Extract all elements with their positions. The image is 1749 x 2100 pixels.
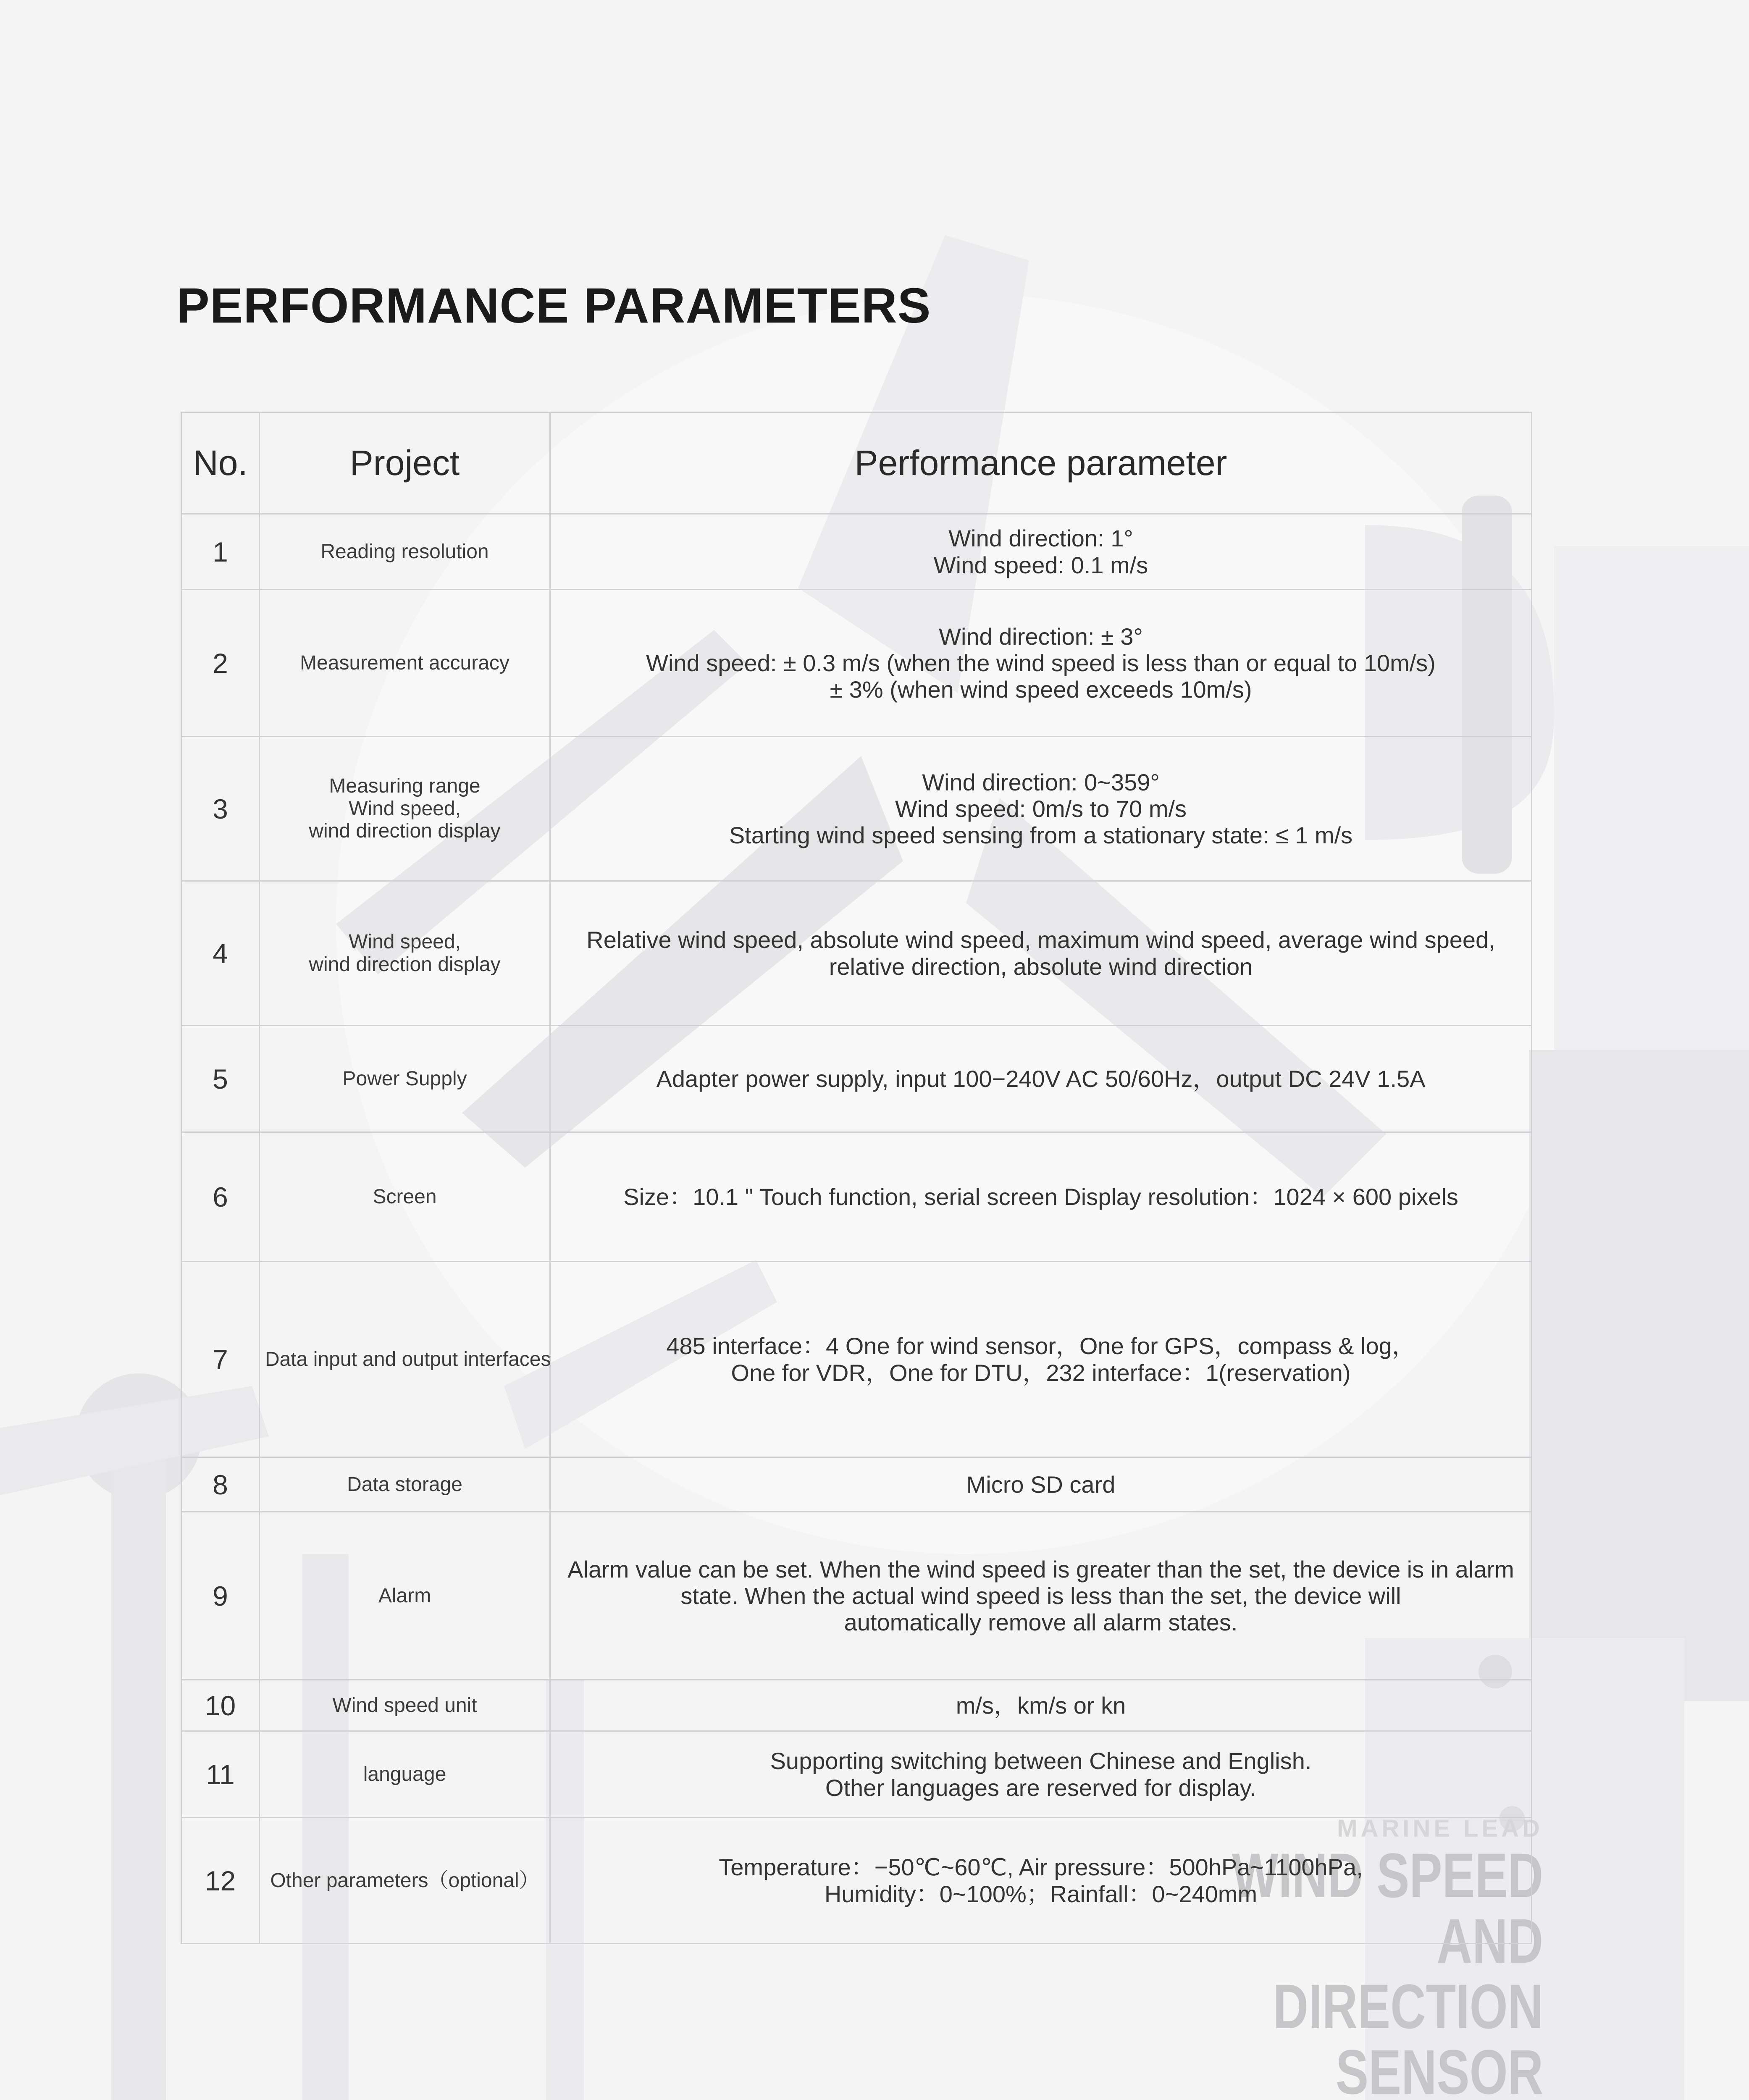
table-row <box>181 1132 1532 1262</box>
row-number: 3 <box>181 737 260 881</box>
row-number: 8 <box>181 1457 260 1512</box>
parameter-cell <box>550 1731 1532 1818</box>
project-line: Data input and output interfaces <box>265 1348 551 1370</box>
project-line: wind direction display <box>309 953 501 976</box>
project-cell <box>260 737 550 881</box>
parameter-line: Wind speed: 0.1 m/s <box>933 551 1148 578</box>
parameter-line: Size：10.1 " Touch function, serial screen Display resolution：1024 × 600 pixels <box>623 1183 1458 1210</box>
parameter-line: m/s，km/s or kn <box>956 1692 1126 1719</box>
project-cell <box>260 1680 550 1731</box>
project-line: wind direction display <box>309 820 501 843</box>
row-number: 10 <box>181 1680 260 1731</box>
parameter-line: Other languages are reserved for display. <box>825 1774 1257 1801</box>
project-cell <box>260 1262 550 1457</box>
row-number: 1 <box>181 514 260 590</box>
parameter-line: One for VDR，One for DTU，232 interface：1(reservation) <box>731 1359 1351 1386</box>
parameter-line: Alarm value can be set. When the wind speed is greater than the set, the device is in alarm <box>567 1556 1514 1583</box>
parameter-line: Wind speed: 0m/s to 70 m/s <box>895 795 1187 822</box>
watermark-brand: MARINE LEAD <box>1337 1815 1543 1842</box>
project-line: language <box>363 1763 446 1785</box>
parameter-cell <box>550 1132 1532 1262</box>
project-cell <box>260 1731 550 1818</box>
project-line: Alarm <box>378 1584 431 1607</box>
table-row <box>181 1680 1532 1731</box>
project-cell <box>260 1457 550 1512</box>
parameter-line: Supporting switching between Chinese and English. <box>770 1748 1312 1774</box>
table-row <box>181 1512 1532 1680</box>
row-number: 2 <box>181 590 260 737</box>
parameter-line: state. When the actual wind speed is less than the set, the device will <box>680 1582 1401 1609</box>
project-cell <box>260 590 550 737</box>
performance-parameters-table <box>181 412 1532 1944</box>
project-line: Reading resolution <box>320 540 489 563</box>
parameter-line: Relative wind speed, absolute wind speed, maximum wind speed, average wind speed, <box>586 927 1495 953</box>
project-line: Screen <box>373 1185 437 1208</box>
watermark-line: DIRECTION <box>1273 1971 1543 2042</box>
parameter-cell <box>550 881 1532 1026</box>
parameter-cell <box>550 1026 1532 1132</box>
project-line: Power Supply <box>342 1067 467 1090</box>
table-row <box>181 881 1532 1026</box>
project-cell <box>260 514 550 590</box>
parameter-line: Wind direction: ± 3° <box>939 623 1143 650</box>
row-number: 5 <box>181 1026 260 1132</box>
project-line: Other parameters（optional） <box>270 1869 539 1892</box>
parameter-line: relative direction, absolute wind direction <box>829 953 1253 980</box>
parameter-line: Humidity：0~100%；Rainfall：0~240mm <box>824 1880 1258 1907</box>
page-title: PERFORMANCE PARAMETERS <box>176 278 931 333</box>
project-cell <box>260 1132 550 1262</box>
table-body <box>181 514 1532 1944</box>
parameter-line: 485 interface：4 One for wind sensor，One for GPS，compass & log， <box>666 1333 1415 1360</box>
project-cell <box>260 881 550 1026</box>
parameter-line: Starting wind speed sensing from a stationary state: ≤ 1 m/s <box>729 822 1353 849</box>
parameter-cell <box>550 1262 1532 1457</box>
parameter-cell <box>550 514 1532 590</box>
project-line: Wind speed, <box>349 797 461 820</box>
table-row <box>181 1262 1532 1457</box>
project-line: Measurement accuracy <box>300 651 509 674</box>
parameter-cell <box>550 1818 1532 1944</box>
table-row <box>181 590 1532 737</box>
table-row <box>181 1026 1532 1132</box>
table-row <box>181 1457 1532 1512</box>
project-line: Wind speed unit <box>332 1694 477 1717</box>
row-number: 4 <box>181 881 260 1026</box>
parameter-line: Wind direction: 1° <box>948 525 1133 552</box>
row-number: 7 <box>181 1262 260 1457</box>
table-row <box>181 737 1532 881</box>
row-number: 12 <box>181 1818 260 1944</box>
project-line: Measuring range <box>329 774 481 797</box>
parameter-line: ± 3% (when wind speed exceeds 10m/s) <box>830 676 1252 703</box>
parameter-line: Adapter power supply, input 100−240V AC 50/60Hz，output DC 24V 1.5A <box>656 1065 1426 1092</box>
parameter-line: Wind speed: ± 0.3 m/s (when the wind speed is less than or equal to 10m/s) <box>646 649 1436 676</box>
row-number: 6 <box>181 1132 260 1262</box>
parameter-cell <box>550 1680 1532 1731</box>
table-row <box>181 1818 1532 1944</box>
project-cell <box>260 1512 550 1680</box>
parameter-line: Wind direction: 0~359° <box>922 769 1160 795</box>
parameter-cell <box>550 1457 1532 1512</box>
row-number: 11 <box>181 1731 260 1818</box>
watermark-line: SENSOR <box>1335 2037 1543 2100</box>
parameter-line: Micro SD card <box>966 1471 1116 1498</box>
table-row <box>181 514 1532 590</box>
project-line: Data storage <box>347 1473 462 1496</box>
parameter-cell <box>550 590 1532 737</box>
parameter-cell <box>550 737 1532 881</box>
parameter-line: Temperature：−50℃~60℃, Air pressure：500hPa~1100hPa, <box>719 1854 1363 1881</box>
project-line: Wind speed, <box>349 930 461 953</box>
table-row <box>181 1731 1532 1818</box>
header-no: No. <box>181 412 260 514</box>
watermark-line: WIND SPEED <box>1232 1840 1543 1911</box>
project-cell <box>260 1818 550 1944</box>
table-header-row <box>181 412 1532 514</box>
parameter-cell <box>550 1512 1532 1680</box>
parameter-line: automatically remove all alarm states. <box>844 1609 1238 1636</box>
header-project: Project <box>260 412 550 514</box>
watermark-line: AND <box>1436 1906 1543 1976</box>
row-number: 9 <box>181 1512 260 1680</box>
project-cell <box>260 1026 550 1132</box>
header-parameter: Performance parameter <box>550 412 1532 514</box>
